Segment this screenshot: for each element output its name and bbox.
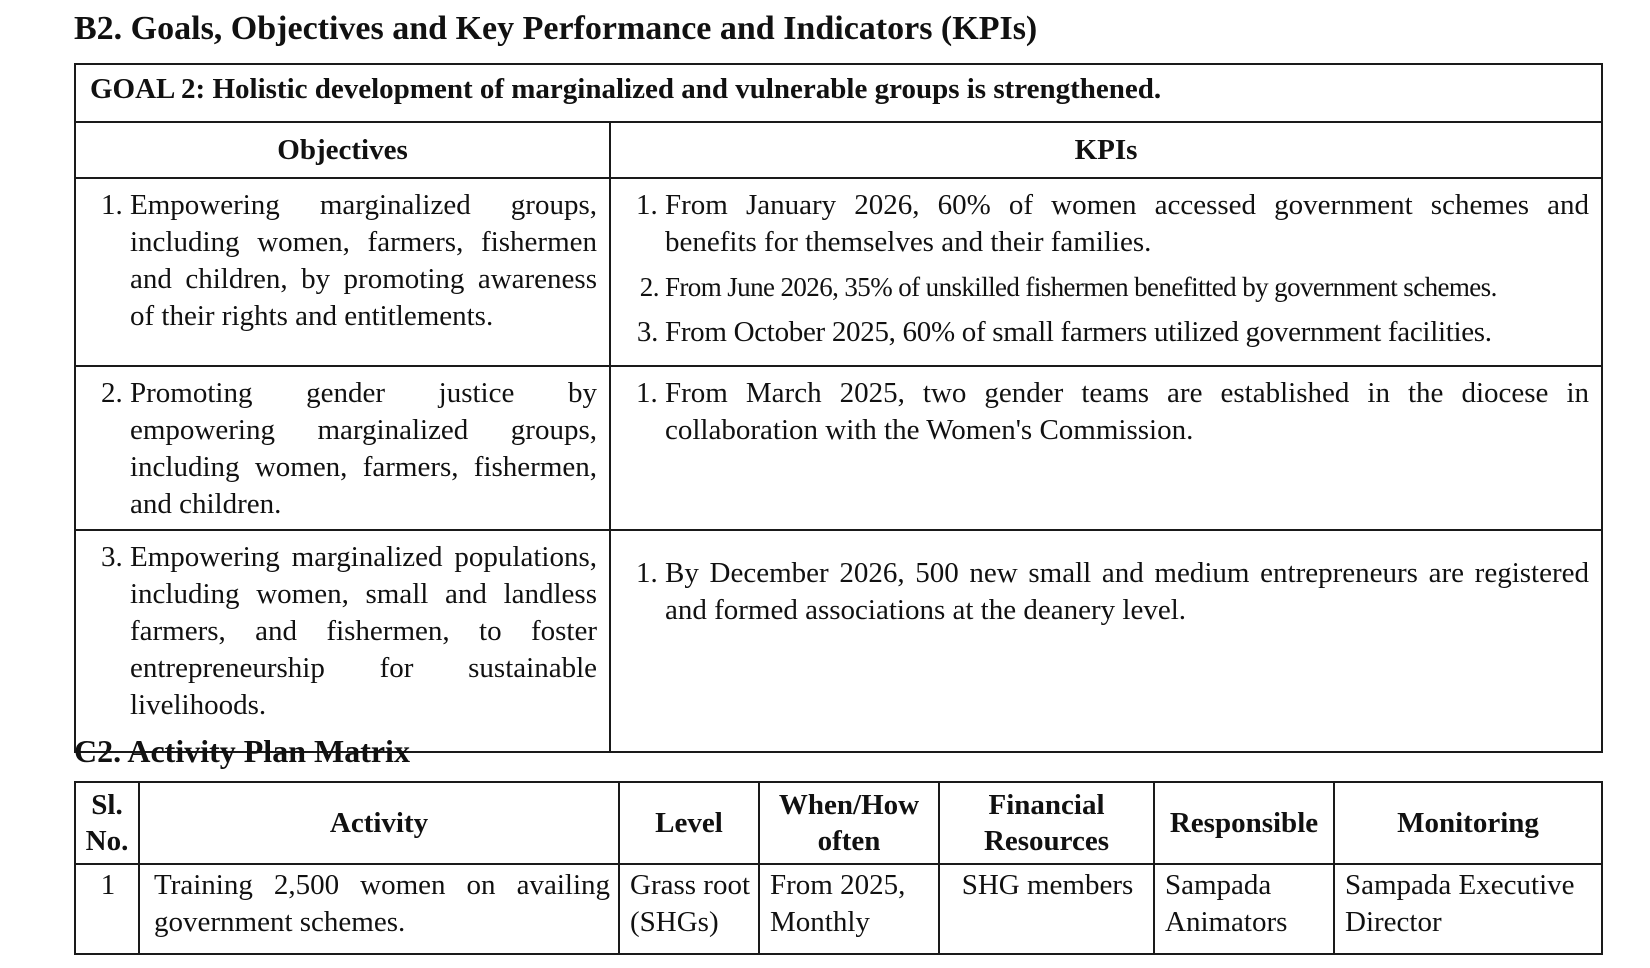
kpi-item: 1. From March 2025, two gender teams are established in the diocese in collaboration with the Women's Commission. (665, 375, 1589, 449)
table-row (75, 366, 1602, 530)
section-c2-heading: C2. Activity Plan Matrix (74, 733, 410, 769)
objective-text: 2. Promoting gender justice by empowering marginalized groups, including women, farmers, fishermen, and children. (130, 375, 597, 523)
goals-kpi-table (74, 63, 1603, 753)
financial-column-header: Financial Resources (939, 782, 1154, 864)
table-row (75, 530, 1602, 752)
responsible-cell: Sampada Animators (1154, 864, 1334, 954)
sl-no-column-header: Sl. No. (75, 782, 139, 864)
kpi-cell (610, 366, 1602, 530)
objective-text: 1. Empowering marginalized groups, including women, farmers, fishermen and children, by promoting awareness of their rights and entitlements. (130, 187, 597, 335)
kpi-item: 3. From October 2025, 60% of small farmers utilized government facilities. (665, 314, 1589, 351)
table-row (75, 178, 1602, 366)
activity-cell: Training 2,500 women on availing government schemes. (139, 864, 619, 954)
objective-cell (75, 178, 610, 366)
kpi-cell (610, 530, 1602, 752)
objective-cell (75, 530, 610, 752)
objective-text: 3. Empowering marginalized populations, including women, small and landless farmers, and fishermen, to foster entrepreneurship for sustainable livelihoods. (130, 539, 597, 724)
level-column-header: Level (619, 782, 759, 864)
sl-no-cell: 1 (75, 864, 139, 954)
kpi-item: 1. By December 2026, 500 new small and medium entrepreneurs are registered and formed associations at the deanery level. (665, 555, 1589, 629)
objectives-column-header: Objectives (75, 122, 610, 178)
when-column-header: When/How often (759, 782, 939, 864)
activity-plan-table (74, 781, 1603, 955)
goal-statement: GOAL 2: Holistic development of marginalized and vulnerable groups is strengthened. (75, 64, 1602, 122)
kpi-item: 1. From January 2026, 60% of women accessed government schemes and benefits for themselves and their families. (665, 187, 1589, 261)
when-cell: From 2025, Monthly (759, 864, 939, 954)
responsible-column-header: Responsible (1154, 782, 1334, 864)
kpi-item: 2. From June 2026, 35% of unskilled fishermen benefitted by government schemes. (665, 269, 1589, 306)
objective-cell (75, 366, 610, 530)
monitoring-column-header: Monitoring (1334, 782, 1602, 864)
financial-cell: SHG members (939, 864, 1154, 954)
section-b2-heading: B2. Goals, Objectives and Key Performance and Indicators (KPIs) (74, 10, 1038, 47)
activity-column-header: Activity (139, 782, 619, 864)
kpi-cell (610, 178, 1602, 366)
level-cell: Grass root (SHGs) (619, 864, 759, 954)
table-row (75, 864, 1602, 954)
monitoring-cell: Sampada Executive Director (1334, 864, 1602, 954)
kpis-column-header: KPIs (610, 122, 1602, 178)
